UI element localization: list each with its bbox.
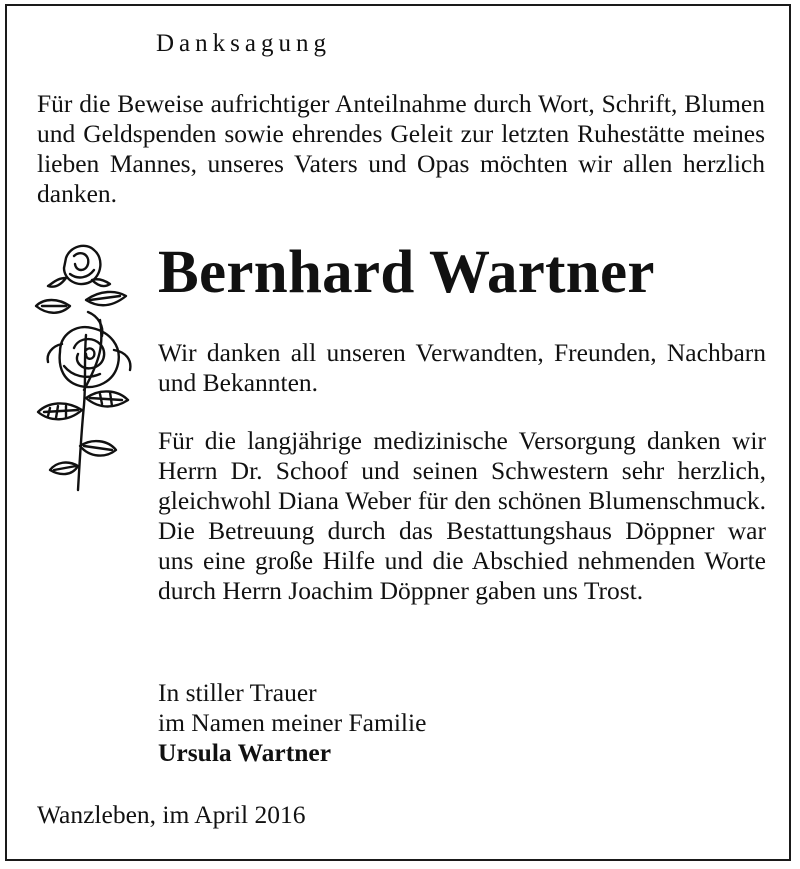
thanks-care-paragraph: Für die langjährige medizinische Versorgung danken wir Herrn Dr. Schoof und seinen Schwestern sehr herzlich, gleichwohl Diana Weber für den schönen Blumenschmuck. Die Betreuung durch das Bestattungshaus Döppner war uns eine große Hilfe und die Abschied nehmenden Worte durch Herrn Joachim Döppner gaben uns Trost. — [158, 426, 766, 605]
closing-block — [158, 678, 426, 768]
intro-paragraph: Für die Beweise aufrichtiger Anteilnahme durch Wort, Schrift, Blumen und Geldspenden sowie ehrendes Geleit zur letzten Ruhestätte meines lieben Mannes, unseres Vaters und Opas möchten wir allen herzlich danken. — [37, 89, 765, 208]
signer-name: Ursula Wartner — [158, 738, 332, 767]
closing-line-2: im Namen meiner Familie — [158, 708, 427, 737]
notice-heading: Danksagung — [156, 30, 331, 57]
closing-line-1: In stiller Trauer — [158, 678, 317, 707]
thanks-relatives-paragraph: Wir danken all unseren Verwandten, Freunden, Nachbarn und Bekannten. — [158, 338, 766, 397]
place-date: Wanzleben, im April 2016 — [37, 800, 306, 829]
rose-icon — [30, 240, 136, 496]
deceased-name: Bernhard Wartner — [158, 239, 655, 306]
